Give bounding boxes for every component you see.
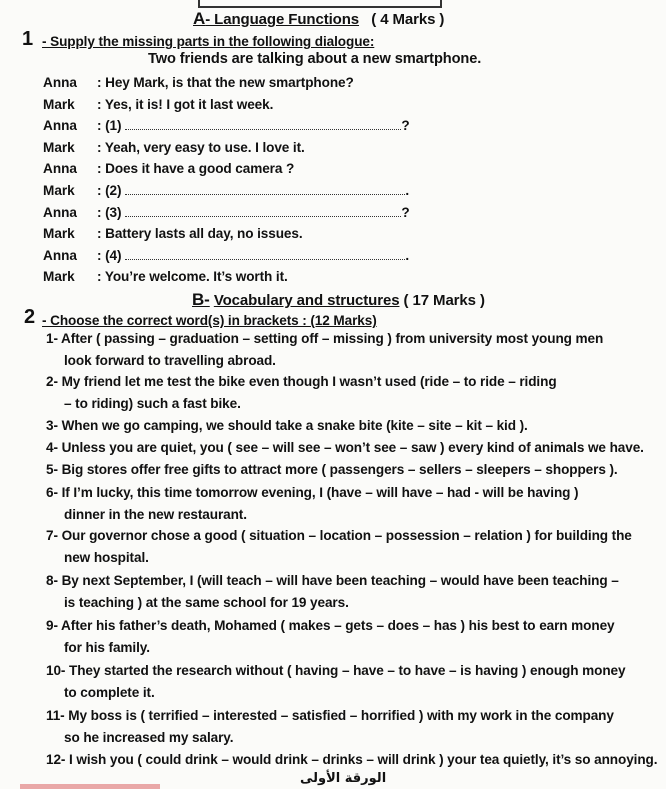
dialogue-end-punct: . — [405, 247, 410, 263]
dialogue-context: Two friends are talking about a new smartphone. — [148, 51, 482, 67]
footer-decoration — [20, 784, 160, 789]
section-a-header — [193, 9, 444, 29]
section-b-letter: B- — [192, 290, 210, 309]
question-item-continuation: for his family. — [64, 640, 150, 655]
dialogue-line — [97, 205, 410, 220]
dialogue-line — [97, 97, 273, 112]
dialogue-speaker: Anna — [43, 118, 77, 134]
answer-blank[interactable] — [125, 183, 405, 195]
dialogue-text: : Hey Mark, is that the new smartphone? — [97, 75, 354, 90]
dialogue-text: : Battery lasts all day, no issues. — [97, 226, 303, 242]
question-item: 5- Big stores offer free gifts to attract more ( passengers – sellers – sleepers – shoppers ). — [46, 462, 618, 477]
dialogue-text: : (1) — [97, 118, 122, 134]
dialogue-speaker: Mark — [43, 139, 75, 155]
question-item: 3- When we go camping, we should take a snake bite (kite – site – kit – kid ). — [46, 418, 528, 433]
dialogue-line — [97, 140, 305, 155]
question-2-instruction: - Choose the correct word(s) in brackets : (12 Marks) — [42, 313, 377, 328]
question-item-continuation: – to riding) such a fast bike. — [64, 396, 241, 411]
dialogue-line — [97, 226, 303, 241]
question-item: 6- If I’m lucky, this time tomorrow evening, I (have – will have – had - will be having ) — [46, 485, 579, 500]
answer-blank[interactable] — [125, 248, 405, 260]
question-item: 11- My boss is ( terrified – interested – satisfied – horrified ) with my work in the company — [46, 708, 614, 723]
question-item-continuation: new hospital. — [64, 550, 149, 565]
dialogue-text: : (3) — [97, 204, 122, 220]
section-b-title: Vocabulary and structures — [213, 292, 400, 309]
question-item: 12- I wish you ( could drink – would drink – drinks – will drink ) your tea quietly, it’s so annoying. — [46, 752, 658, 767]
section-a-marks: ( 4 Marks ) — [371, 11, 445, 28]
question-item: 10- They started the research without ( having – have – to have – is having ) enough money — [46, 663, 626, 678]
dialogue-line — [97, 269, 288, 284]
dialogue-line — [97, 118, 410, 133]
question-1-number: 1 — [22, 28, 34, 50]
dialogue-text: : You’re welcome. It’s worth it. — [97, 269, 288, 285]
question-item-continuation: to complete it. — [64, 685, 155, 700]
dialogue-speaker: Mark — [43, 96, 75, 112]
question-2-number: 2 — [24, 306, 36, 328]
dialogue-text: : Does it have a good camera ? — [97, 161, 295, 177]
question-item-continuation: is teaching ) at the same school for 19 years. — [64, 595, 349, 610]
dialogue-speaker: Anna — [43, 75, 77, 90]
question-1-instruction: - Supply the missing parts in the following dialogue: — [42, 34, 375, 49]
dialogue-end-punct: . — [405, 183, 410, 198]
header-scribble — [198, 0, 442, 8]
section-a-letter: A — [193, 9, 206, 28]
dialogue-text: : (4) — [97, 247, 122, 263]
question-item: 4- Unless you are quiet, you ( see – will see – won’t see – saw ) every kind of animals we have. — [46, 440, 644, 455]
dialogue-line — [97, 161, 294, 176]
section-b-marks: ( 17 Marks ) — [403, 292, 485, 309]
question-item-continuation: look forward to travelling abroad. — [64, 353, 276, 368]
dialogue-line — [97, 75, 354, 90]
dialogue-speaker: Anna — [43, 161, 77, 177]
dialogue-text: : (2) — [97, 183, 122, 198]
dialogue-speaker: Mark — [43, 269, 75, 285]
dialogue-line — [97, 183, 409, 198]
dialogue-line — [97, 248, 409, 263]
question-item: 8- By next September, I (will teach – will have been teaching – would have been teaching – — [46, 573, 619, 588]
dialogue-speaker: Anna — [43, 247, 77, 263]
question-item: 7- Our governor chose a good ( situation – location – possession – relation ) for building the — [46, 528, 632, 543]
dialogue-end-punct: ? — [401, 118, 410, 134]
answer-blank[interactable] — [125, 118, 401, 130]
dialogue-text: : Yes, it is! I got it last week. — [97, 96, 274, 112]
dialogue-speaker: Mark — [43, 183, 75, 198]
answer-blank[interactable] — [125, 205, 401, 217]
question-item: 9- After his father’s death, Mohamed ( makes – gets – does – has ) his best to earn money — [46, 618, 615, 633]
question-item-continuation: dinner in the new restaurant. — [64, 507, 247, 522]
dialogue-text: : Yeah, very easy to use. I love it. — [97, 139, 305, 155]
dialogue-end-punct: ? — [401, 204, 410, 220]
dialogue-speaker: Mark — [43, 226, 75, 242]
question-item-continuation: so he increased my salary. — [64, 730, 234, 745]
footer-page-label: الورقة الأولى — [300, 771, 387, 786]
question-item: 2- My friend let me test the bike even though I wasn’t used (ride – to ride – riding — [46, 374, 557, 389]
dialogue-speaker: Anna — [43, 204, 77, 220]
section-a-title: - Language Functions — [205, 11, 360, 28]
section-b-header — [192, 290, 485, 310]
question-item: 1- After ( passing – graduation – setting off – missing ) from university most young men — [46, 331, 604, 346]
